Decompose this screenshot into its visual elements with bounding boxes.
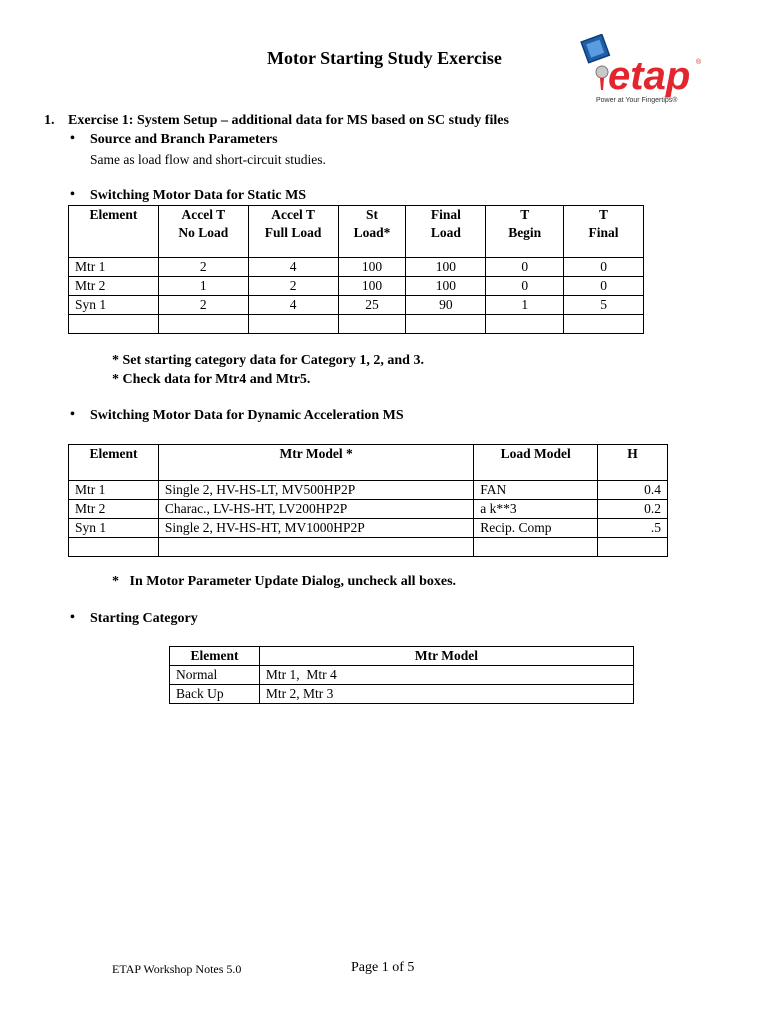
table-cell <box>564 315 644 334</box>
table-cell <box>338 315 406 334</box>
table-cell <box>158 538 473 557</box>
dynamic-note: * In Motor Parameter Update Dialog, uncheck all boxes. <box>112 574 457 589</box>
table-cell: Single 2, HV-HS-HT, MV1000HP2P <box>158 519 473 538</box>
column-header: Element <box>69 445 159 481</box>
column-header: Accel T Full Load <box>248 206 338 258</box>
column-header: Load Model <box>474 445 598 481</box>
table-row-empty <box>69 315 644 334</box>
table-cell: 100 <box>406 258 486 277</box>
etap-logo <box>576 34 716 108</box>
table-cell: 0 <box>564 258 644 277</box>
column-header: Final Load <box>406 206 486 258</box>
column-header: Element <box>170 647 260 666</box>
table-cell: 1 <box>158 277 248 296</box>
exercise-number: 1. <box>44 113 55 128</box>
column-header: Element <box>69 206 159 258</box>
table-cell: 100 <box>406 277 486 296</box>
table-cell: 0 <box>486 277 564 296</box>
table-cell: Mtr 2 <box>69 277 159 296</box>
table-cell: Charac., LV-HS-HT, LV200HP2P <box>158 500 473 519</box>
table-cell: 2 <box>158 258 248 277</box>
table-row <box>69 500 668 519</box>
table-header-row <box>170 647 634 666</box>
bullet-icon: • <box>70 407 75 422</box>
table-cell: Mtr 1 <box>69 258 159 277</box>
section-heading-source: Source and Branch Parameters <box>90 132 278 147</box>
logo-tagline: Power at Your Fingertips® <box>596 97 678 104</box>
table-cell <box>69 538 159 557</box>
table-row <box>170 666 634 685</box>
source-text: Same as load flow and short-circuit studies. <box>90 152 326 167</box>
table-cell: 25 <box>338 296 406 315</box>
table-cell: Mtr 2, Mtr 3 <box>259 685 633 704</box>
table-cell: Syn 1 <box>69 519 159 538</box>
bullet-icon: • <box>70 131 75 146</box>
table-row-empty <box>69 538 668 557</box>
svg-text:®: ® <box>696 59 702 66</box>
table-cell: Mtr 1 <box>69 481 159 500</box>
table-cell: 100 <box>338 277 406 296</box>
static-ms-table <box>68 205 644 334</box>
table-cell: Recip. Comp <box>474 519 598 538</box>
table-cell <box>69 315 159 334</box>
table-cell <box>474 538 598 557</box>
page-number: Page 1 of 5 <box>351 960 415 975</box>
table-cell: FAN <box>474 481 598 500</box>
table-header-row <box>69 206 644 258</box>
svg-text:etap: etap <box>608 54 691 98</box>
table-cell: Mtr 1, Mtr 4 <box>259 666 633 685</box>
table-row <box>69 277 644 296</box>
footer-left: ETAP Workshop Notes 5.0 <box>112 962 242 976</box>
column-header: T Begin <box>486 206 564 258</box>
table-cell: 0.2 <box>598 500 668 519</box>
section-heading-dynamic: Switching Motor Data for Dynamic Acceleration MS <box>90 408 404 423</box>
table-row <box>69 258 644 277</box>
column-header: Mtr Model <box>259 647 633 666</box>
bullet-icon: • <box>70 187 75 202</box>
column-header: T Final <box>564 206 644 258</box>
exercise-heading: Exercise 1: System Setup – additional data for MS based on SC study files <box>68 113 509 128</box>
bullet-icon: • <box>70 610 75 625</box>
page-title: Motor Starting Study Exercise <box>267 48 502 68</box>
table-cell <box>158 315 248 334</box>
static-note-1: * Set starting category data for Category 1, 2, and 3. <box>112 353 424 368</box>
table-cell: Back Up <box>170 685 260 704</box>
column-header: Accel T No Load <box>158 206 248 258</box>
table-cell: 0.4 <box>598 481 668 500</box>
table-cell <box>406 315 486 334</box>
table-row <box>69 519 668 538</box>
table-cell <box>248 315 338 334</box>
column-header: St Load* <box>338 206 406 258</box>
table-cell: 0 <box>486 258 564 277</box>
table-cell: 2 <box>158 296 248 315</box>
table-cell <box>598 538 668 557</box>
table-cell: 0 <box>564 277 644 296</box>
table-header-row <box>69 445 668 481</box>
dynamic-ms-table <box>68 444 668 557</box>
table-cell: .5 <box>598 519 668 538</box>
table-cell: 5 <box>564 296 644 315</box>
starting-category-table <box>169 646 634 704</box>
static-note-2: * Check data for Mtr4 and Mtr5. <box>112 372 311 387</box>
table-row <box>170 685 634 704</box>
column-header: H <box>598 445 668 481</box>
table-cell: Single 2, HV-HS-LT, MV500HP2P <box>158 481 473 500</box>
table-cell <box>486 315 564 334</box>
section-heading-static: Switching Motor Data for Static MS <box>90 188 307 203</box>
table-cell: 90 <box>406 296 486 315</box>
table-cell: a k**3 <box>474 500 598 519</box>
table-cell: 4 <box>248 296 338 315</box>
section-heading-category: Starting Category <box>90 611 198 626</box>
table-cell: Syn 1 <box>69 296 159 315</box>
table-row <box>69 481 668 500</box>
table-cell: 4 <box>248 258 338 277</box>
logo-graphic <box>576 34 716 108</box>
column-header: Mtr Model * <box>158 445 473 481</box>
table-cell: 100 <box>338 258 406 277</box>
table-cell: 2 <box>248 277 338 296</box>
table-row <box>69 296 644 315</box>
table-cell: Normal <box>170 666 260 685</box>
table-cell: Mtr 2 <box>69 500 159 519</box>
table-cell: 1 <box>486 296 564 315</box>
